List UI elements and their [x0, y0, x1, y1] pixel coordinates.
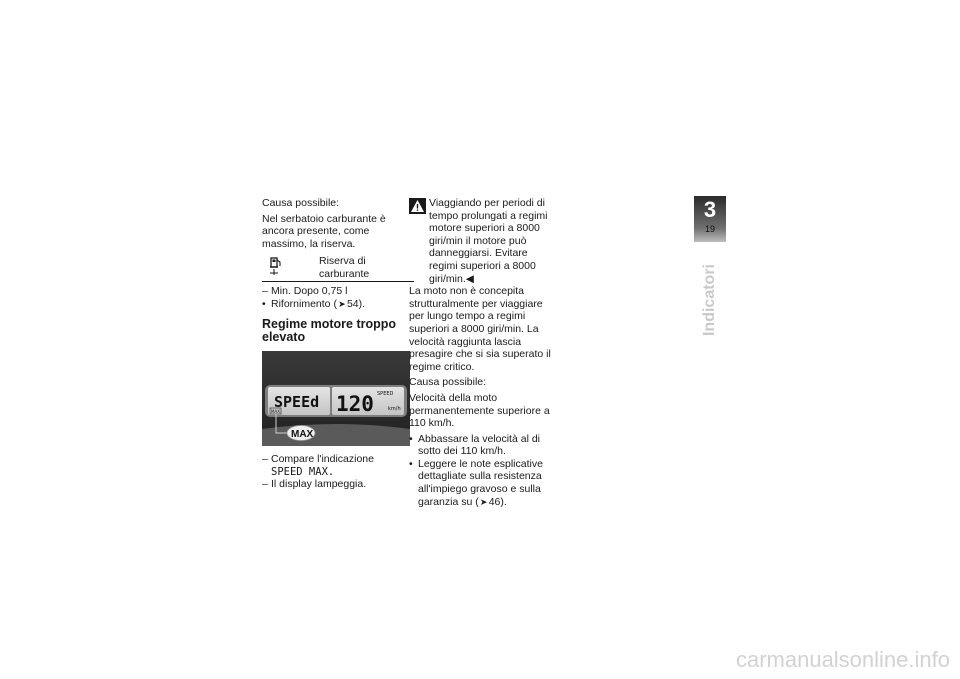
refuel-text: Rifornimento (: [271, 297, 337, 310]
list-item: [262, 298, 414, 311]
fuel-reserve-value: [262, 285, 414, 298]
page-ref: 46).: [488, 495, 507, 508]
display-flashing-text: Il display lampeggia.: [271, 478, 367, 491]
fuel-reserve-label: Riserva di carburante: [319, 255, 370, 280]
chapter-tab: [694, 196, 726, 242]
fuel-reserve-value-text: Min. Dopo 0,75 l: [271, 285, 348, 298]
max-callout: MAX: [291, 428, 314, 440]
page-ref: 54).: [346, 297, 366, 310]
warning-block: [409, 197, 559, 285]
warning-triangle-icon: [409, 198, 426, 214]
chapter-title: Indicatori: [701, 263, 718, 337]
bullet-mark: •: [409, 457, 413, 470]
list-item: [409, 433, 559, 458]
page-number: 19: [704, 224, 715, 234]
reduce-speed-text: Abbassare la velocità al di sotto dei 110 km/h.: [418, 432, 540, 458]
list-item: [262, 478, 414, 491]
cause-text: Nel serbatoio carburante è ancora presente, come massimo, la riserva.: [262, 212, 386, 250]
cause-label: Causa possibile:: [409, 376, 487, 389]
dash-mark: –: [262, 478, 268, 491]
lcd-unit: km/h: [388, 405, 401, 412]
read-notes-text: Leggere le note esplicative dettagliate sulla resistenza all'impiego gravoso e sulla garanzia su (: [418, 457, 543, 508]
bullet-mark: •: [409, 432, 413, 445]
warning-text: Viaggiando per periodi di tempo prolungati a regimi motore superiori a 8000 giri/min il motore può danneggiarsi. Evitare regimi superiori a 8000 giri/min.◀: [429, 197, 548, 285]
lcd-max-indicator: MAX: [271, 408, 280, 414]
lcd-speed-value: 120: [336, 391, 374, 416]
list-item: [409, 458, 559, 508]
lcd-small-label: SPEED: [377, 390, 394, 397]
right-column: [409, 197, 559, 508]
bullet-mark: •: [262, 297, 266, 310]
body-text: La moto non è concepita strutturalmente per viaggiare per lungo tempo a regimi superiori a 8000 giri/min. La velocità raggiunta lascia presagire che si sia superato il regime critico.: [409, 285, 551, 373]
list-item: [262, 453, 414, 466]
dash-mark: –: [262, 285, 268, 298]
arrow-right-icon: ➤: [479, 496, 488, 507]
chapter-number: 3: [703, 197, 717, 222]
speed-max-indication: SPEED MAX.: [271, 465, 335, 478]
cause-text: Velocità della moto permanentemente superiore a 110 km/h.: [409, 391, 550, 430]
section-heading: Regime motore troppo elevato: [262, 316, 397, 344]
arrow-right-icon: ➤: [338, 298, 346, 309]
instrument-display-image: [262, 351, 410, 446]
cause-label: Causa possibile:: [262, 197, 340, 209]
dash-mark: –: [262, 453, 268, 466]
watermark: carmanualsonline.info: [735, 647, 950, 672]
indication-text: Compare l'indicazione: [271, 453, 374, 466]
lcd-speed-word: SPEEd: [274, 392, 320, 411]
fuel-pump-icon: [269, 256, 283, 276]
fuel-reserve-box: [262, 253, 414, 282]
left-column: [262, 197, 414, 491]
